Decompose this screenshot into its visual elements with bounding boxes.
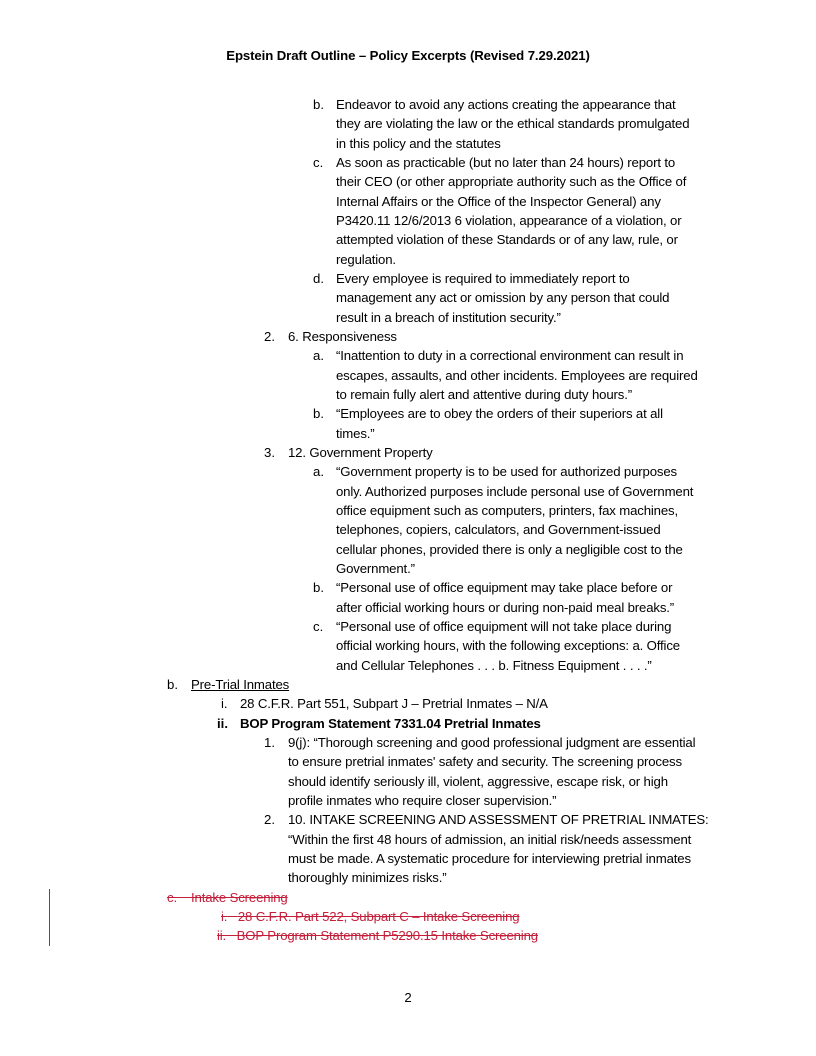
text-line: after official working hours or during non-paid meal breaks.” (336, 599, 675, 615)
text-line: cellular phones, provided there is only a negligible cost to the (336, 541, 683, 557)
text-line: Every employee is required to immediately report to (336, 271, 630, 286)
list-marker: b. (313, 406, 324, 422)
deleted-text-line (221, 907, 519, 926)
text-line: “Government property is to be used for authorized purposes (336, 464, 677, 480)
tracked-change-bar (49, 889, 50, 946)
list-marker: i. (221, 696, 228, 712)
list-marker: b. (313, 97, 324, 112)
text-line: “Inattention to duty in a correctional environment can result in (336, 348, 684, 364)
list-marker: b. (167, 677, 178, 692)
text-line: office equipment such as computers, printers, fax machines, (336, 503, 679, 518)
list-marker: 2. (264, 812, 275, 828)
list-marker: 2. (264, 329, 275, 344)
text-line: P3420.11 12/6/2013 6 violation, appearance of a violation, or (336, 213, 682, 228)
text-line: “Personal use of office equipment will not take place during (336, 619, 672, 634)
page-title: Epstein Draft Outline – Policy Excerpts (Revised 7.29.2021) (226, 48, 590, 63)
page-number: 2 (404, 990, 412, 1005)
list-marker: c. (313, 619, 324, 634)
list-marker: ii. (217, 928, 227, 944)
list-marker: i. (221, 909, 228, 924)
text-line: Endeavor to avoid any actions creating the appearance that (336, 97, 676, 112)
list-marker: d. (313, 271, 324, 286)
list-marker: 1. (264, 735, 275, 750)
text-line: management any act or omission by any person that could (336, 290, 670, 306)
text-line: 9(j): “Thorough screening and good professional judgment are essential (288, 735, 696, 750)
text-line: “Personal use of office equipment may take place before or (336, 580, 673, 596)
list-marker: b. (313, 580, 324, 596)
section-heading: 12. Government Property (288, 445, 433, 460)
text-line: regulation. (336, 251, 396, 267)
text-line: to remain fully alert and attentive during duty hours.” (336, 387, 632, 402)
deleted-text-line (217, 926, 538, 945)
line-text: 28 C.F.R. Part 522, Subpart C – Intake Screening (237, 909, 520, 924)
text-line: times.” (336, 425, 375, 441)
text-line: in this policy and the statutes (336, 135, 501, 151)
line-text: BOP Program Statement P5290.15 Intake Screening (236, 928, 538, 944)
text-line: 28 C.F.R. Part 551, Subpart J – Pretrial Inmates – N/A (240, 696, 548, 712)
deleted-section-heading (167, 888, 288, 907)
text-line: official working hours, with the following exceptions: a. Office (336, 638, 680, 654)
section-heading: Pre-Trial Inmates (191, 677, 290, 692)
list-marker: a. (313, 464, 324, 480)
heading-text: Intake Screening (191, 889, 288, 905)
list-marker: ii. (217, 715, 228, 731)
text-line: Government.” (336, 561, 415, 576)
text-line: result in a breach of institution security.” (336, 309, 561, 325)
text-line: attempted violation of these Standards or of any law, rule, or (336, 232, 678, 248)
text-line: thoroughly minimizes risks.” (288, 870, 447, 886)
text-line: should identify seriously ill, violent, aggressive, escape risk, or high (288, 773, 668, 789)
list-marker: 3. (264, 445, 275, 460)
text-line: Internal Affairs or the Office of the Inspector General) any (336, 193, 661, 209)
text-line: profile inmates who require closer supervision.” (288, 793, 557, 808)
text-line: “Within the first 48 hours of admission, an initial risk/needs assessment (288, 831, 692, 847)
text-line: to ensure pretrial inmates' safety and security. The screening process (288, 754, 682, 770)
text-line: escapes, assaults, and other incidents. Employees are required (336, 367, 698, 383)
text-line: they are violating the law or the ethical standards promulgated (336, 116, 690, 132)
list-marker: a. (313, 348, 324, 364)
text-line: their CEO (or other appropriate authority such as the Office of (336, 174, 687, 190)
text-line: and Cellular Telephones . . . b. Fitness Equipment . . . .” (336, 657, 652, 673)
list-marker: c. (313, 155, 324, 170)
text-line: As soon as practicable (but no later than 24 hours) report to (336, 155, 676, 170)
text-line: “Employees are to obey the orders of their superiors at all (336, 406, 663, 422)
text-line: only. Authorized purposes include personal use of Government (336, 483, 694, 499)
section-heading: 6. Responsiveness (288, 329, 397, 344)
subsection-heading: BOP Program Statement 7331.04 Pretrial Inmates (240, 715, 541, 731)
text-line: must be made. A systematic procedure for interviewing pretrial inmates (288, 851, 691, 866)
list-marker: c. (167, 889, 177, 905)
text-line: 10. INTAKE SCREENING AND ASSESSMENT OF PRETRIAL INMATES: (288, 812, 709, 828)
text-line: telephones, copiers, calculators, and Government-issued (336, 522, 661, 538)
